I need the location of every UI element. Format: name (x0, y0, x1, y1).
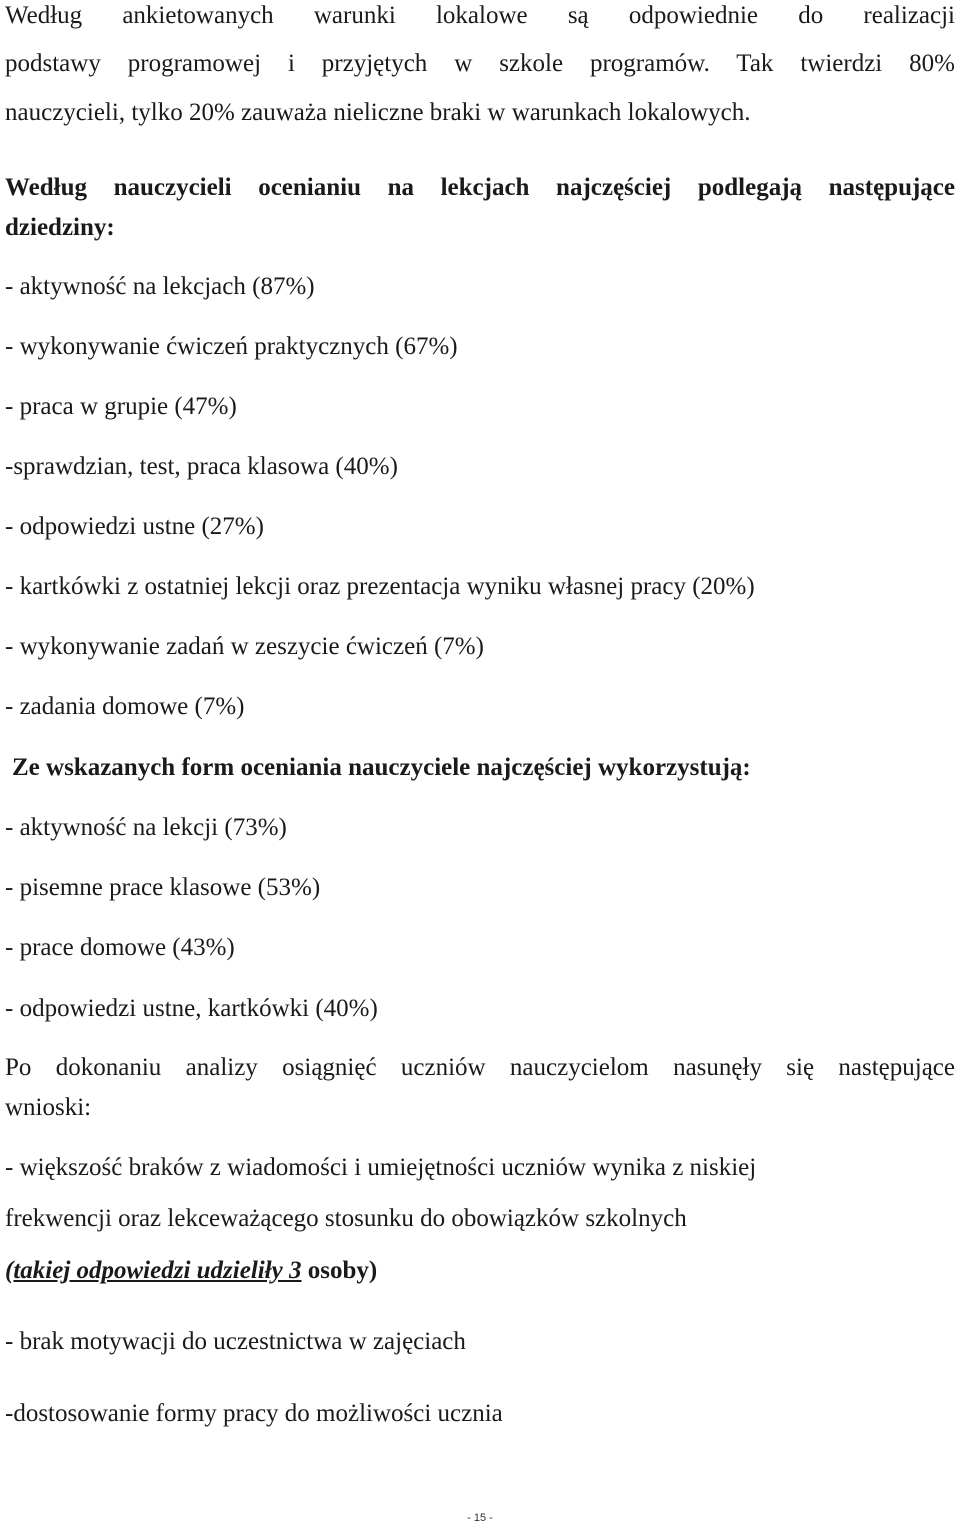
conclusion-item: -dostosowanie formy pracy do możliwości ucznia (5, 1400, 503, 1427)
intro-line-3: nauczycieli, tylko 20% zauważa nieliczne braki w warunkach lokalowych. (5, 99, 751, 126)
list-item: -sprawdzian, test, praca klasowa (40%) (5, 453, 398, 480)
list-item: - aktywność na lekcjach (87%) (5, 273, 315, 300)
list-item: - odpowiedzi ustne (27%) (5, 513, 264, 540)
respondents-note-tail: osoby) (301, 1257, 378, 1284)
respondents-note (5, 1255, 377, 1286)
list-item: - aktywność na lekcji (73%) (5, 814, 287, 841)
section2-heading: Ze wskazanych form oceniania nauczyciele najczęściej wykorzystują: (12, 754, 751, 781)
conclusion-item-line-2: frekwencji oraz lekceważącego stosunku do obowiązków szkolnych (5, 1205, 687, 1232)
conclusion-item-line-1: - większość braków z wiadomości i umiejętności uczniów wynika z niskiej (5, 1154, 757, 1181)
conclusions-intro-line-2: wnioski: (5, 1094, 92, 1121)
intro-line-2: podstawy programowej i przyjętych w szkole programów. Tak twierdzi 80% (5, 50, 955, 77)
list-item: - pisemne prace klasowe (53%) (5, 874, 321, 901)
conclusions-intro-line-1: Po dokonaniu analizy osiągnięć uczniów nauczycielom nasunęły się następujące (5, 1054, 955, 1081)
list-item: - wykonywanie zadań w zeszycie ćwiczeń (7%) (5, 633, 484, 660)
list-item: - praca w grupie (47%) (5, 393, 237, 420)
list-item: - kartkówki z ostatniej lekcji oraz prezentacja wyniku własnej pracy (20%) (5, 573, 755, 600)
list-item: - zadania domowe (7%) (5, 693, 245, 720)
list-item: - wykonywanie ćwiczeń praktycznych (67%) (5, 333, 458, 360)
conclusion-item: - brak motywacji do uczestnictwa w zajęciach (5, 1328, 466, 1355)
page-number: - 15 - (467, 1512, 493, 1524)
intro-line-1: Według ankietowanych warunki lokalowe są odpowiednie do realizacji (5, 2, 955, 29)
respondents-note-emphasis: (takiej odpowiedzi udzieliły 3 (5, 1257, 302, 1284)
list-item: - prace domowe (43%) (5, 934, 235, 961)
section1-heading-line-2: dziedziny: (5, 214, 115, 241)
section1-heading-line-1: Według nauczycieli ocenianiu na lekcjach najczęściej podlegają następujące (5, 174, 955, 201)
list-item: - odpowiedzi ustne, kartkówki (40%) (5, 995, 378, 1022)
